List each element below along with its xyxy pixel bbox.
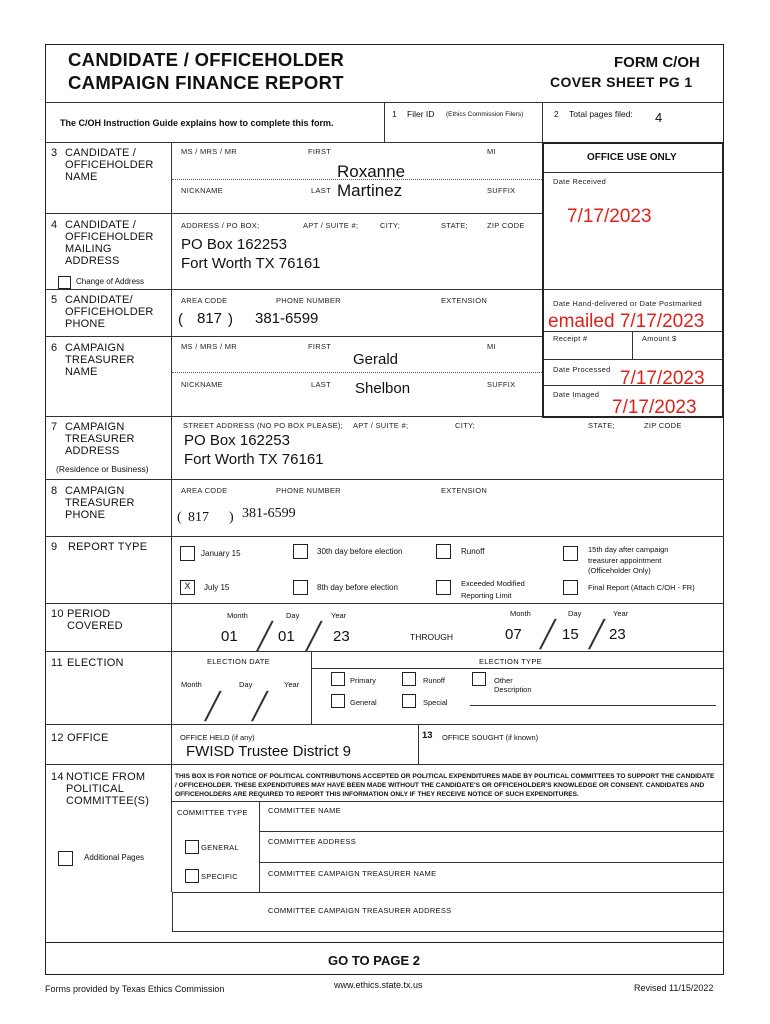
form-id: FORM C/OH (614, 54, 700, 71)
committee-type-label: COMMITTEE TYPE (177, 808, 248, 817)
section-8-label: CAMPAIGN TREASURER PHONE (65, 485, 135, 521)
committee-treasurer-address-label: COMMITTEE CAMPAIGN TREASURER ADDRESS (268, 906, 452, 915)
other-checkbox[interactable] (472, 672, 486, 686)
to-month[interactable]: 07 (505, 626, 522, 643)
nickname-label: NICKNAME (181, 186, 223, 195)
filer-id-sub: (Ethics Commission Filers) (446, 111, 524, 118)
section-14-label: NOTICE FROM POLITICAL COMMITTEE(S) (66, 771, 150, 807)
section-3-num: 3 (51, 147, 58, 159)
candidate-first-name[interactable]: Roxanne (337, 162, 406, 181)
treasurer-first-name[interactable]: Gerald (353, 351, 399, 368)
treasurer-phone[interactable]: 381-6599 (242, 506, 296, 521)
treasurer-last-label: LAST (311, 380, 331, 389)
candidate-address-line2[interactable]: Fort Worth TX 76161 (181, 255, 321, 272)
office-use-title: OFFICE USE ONLY (587, 152, 677, 163)
amount-label: Amount $ (642, 334, 677, 343)
final-report-label: Final Report (Attach C/OH - FR) (588, 583, 695, 592)
additional-pages-checkbox[interactable] (58, 851, 73, 866)
day15-label-line1: 15th day after campaign (588, 545, 669, 554)
candidate-area-code[interactable]: 817 (197, 310, 223, 327)
section-7-label: CAMPAIGN TREASURER ADDRESS (65, 421, 135, 457)
from-month[interactable]: 01 (221, 628, 238, 645)
jan15-checkbox[interactable] (180, 546, 195, 561)
other-label-line2: Description (494, 685, 532, 694)
candidate-paren-close: ) (228, 311, 233, 328)
section-7-sub: (Residence or Business) (56, 464, 149, 474)
suffix-label: SUFFIX (487, 186, 516, 195)
section-7-num: 7 (51, 421, 58, 433)
exceeded-label-line2: Reporting Limit (461, 591, 512, 600)
election-runoff-checkbox[interactable] (402, 672, 416, 686)
cover-sheet-label: COVER SHEET PG 1 (550, 74, 693, 90)
filer-id-num: 1 (392, 109, 397, 119)
final-report-checkbox[interactable] (563, 580, 578, 595)
section-9-num: 9 (51, 541, 58, 553)
last-label: LAST (311, 186, 331, 195)
day15-label-line3: (Officeholder Only) (588, 566, 651, 575)
general-checkbox[interactable] (331, 694, 345, 708)
section-6-label: CAMPAIGN TREASURER NAME (65, 342, 135, 378)
date-processed-value[interactable]: 7/17/2023 (620, 368, 705, 389)
total-pages-value[interactable]: 4 (655, 110, 663, 125)
election-type-label: ELECTION TYPE (479, 657, 542, 666)
committee-treasurer-name-label: COMMITTEE CAMPAIGN TREASURER NAME (268, 869, 437, 878)
election-year-label: Year (284, 680, 300, 689)
jul15-checkbox[interactable]: X (180, 580, 195, 595)
hand-delivered-label: Date Hand-delivered or Date Postmarked (553, 299, 702, 308)
special-label: Special (423, 698, 448, 707)
runoff-label: Runoff (461, 547, 485, 556)
jul15-label: July 15 (204, 583, 230, 592)
committee-general-checkbox[interactable] (185, 840, 199, 854)
city-label: CITY; (380, 221, 401, 230)
date-processed-label: Date Processed (553, 365, 611, 374)
section-14-num: 14 (51, 771, 64, 783)
treasurer-zip-label: ZIP CODE (644, 421, 682, 430)
section-5-num: 5 (51, 294, 58, 306)
treasurer-suffix-label: SUFFIX (487, 380, 516, 389)
special-checkbox[interactable] (402, 694, 416, 708)
form-title-line1: CANDIDATE / OFFICEHOLDER (68, 49, 345, 70)
total-pages-num: 2 (554, 109, 559, 119)
from-year[interactable]: 23 (333, 628, 350, 645)
treasurer-paren-close: ) (229, 510, 234, 525)
committee-specific-label: SPECIFIC (201, 872, 238, 881)
day8-checkbox[interactable] (293, 580, 308, 595)
hand-delivered-value[interactable]: emailed 7/17/2023 (548, 311, 705, 332)
candidate-last-name[interactable]: Martinez (337, 181, 403, 200)
day15-label-line2: treasurer appointment (588, 556, 662, 565)
section-3-label: CANDIDATE / OFFICEHOLDER NAME (65, 147, 154, 183)
from-day[interactable]: 01 (278, 628, 295, 645)
day8-label: 8th day before election (317, 583, 398, 592)
from-year-label: Year (331, 611, 347, 620)
to-day-label: Day (568, 609, 582, 618)
treasurer-area-code[interactable]: 817 (188, 510, 209, 525)
to-year-label: Year (613, 609, 629, 618)
committee-address-label: COMMITTEE ADDRESS (268, 837, 357, 846)
section-6-num: 6 (51, 342, 58, 354)
day30-label: 30th day before election (317, 547, 403, 556)
date-received-label: Date Received (553, 177, 607, 186)
state-label: STATE; (441, 221, 468, 230)
extension-label: EXTENSION (441, 296, 488, 305)
section-10-num: 10 (51, 608, 64, 620)
committee-name-label: COMMITTEE NAME (268, 806, 341, 815)
treasurer-extension-label: EXTENSION (441, 486, 488, 495)
go-to-page-2[interactable]: GO TO PAGE 2 (328, 953, 420, 968)
additional-pages-label: Additional Pages (84, 853, 145, 862)
section-5-label: CANDIDATE/ OFFICEHOLDER PHONE (65, 294, 154, 330)
treasurer-city-label: CITY; (455, 421, 476, 430)
treasurer-state-label: STATE; (588, 421, 615, 430)
apt-suite-label: APT / SUITE #; (303, 221, 359, 230)
election-day-label: Day (239, 680, 253, 689)
section-4-label: CANDIDATE / OFFICEHOLDER MAILING ADDRESS (65, 219, 154, 267)
treasurer-phone-label: PHONE NUMBER (276, 486, 341, 495)
address-po-label: ADDRESS / PO BOX; (181, 221, 260, 230)
election-month-label: Month (181, 680, 202, 689)
to-day[interactable]: 15 (562, 626, 579, 643)
exceeded-checkbox[interactable] (436, 580, 451, 595)
notice-text: THIS BOX IS FOR NOTICE OF POLITICAL CONTRIBUTIONS ACCEPTED OR POLITICAL EXPENDITURES MADE BY POLITICAL COMMITTEES TO SUPPORT THE CANDIDATE / OFFICEHOLDER. THESE EXPENDITURES MAY HAVE BEEN MADE WITHOUT THE CANDIDATE'S OR OFFICEHOLDER'S KNOWLEDGE OR CONSENT. CANDIDATES AND OFFICEHOLDERS ARE REQUIRED TO REPORT THIS INFORMATION ONLY IF THEY RECEIVE NOTICE OF SUCH EXPENDITURES. (175, 773, 715, 798)
candidate-paren-open: ( (178, 311, 183, 328)
treasurer-mi-label: MI (487, 342, 496, 351)
election-runoff-label: Runoff (423, 676, 445, 685)
through-label: THROUGH (410, 632, 453, 642)
from-month-label: Month (227, 611, 248, 620)
change-address-checkbox[interactable] (58, 276, 71, 289)
to-year[interactable]: 23 (609, 626, 626, 643)
office-held-value[interactable]: FWISD Trustee District 9 (186, 743, 352, 760)
office-held-label: OFFICE HELD (if any) (180, 733, 255, 742)
section-12-label: OFFICE (67, 732, 109, 744)
from-day-label: Day (286, 611, 300, 620)
date-imaged-label: Date Imaged (553, 390, 600, 399)
first-label: FIRST (308, 147, 332, 156)
date-received-value[interactable]: 7/17/2023 (567, 206, 652, 227)
section-4-num: 4 (51, 219, 58, 231)
mi-label: MI (487, 147, 496, 156)
exceeded-label-line1: Exceeded Modified (461, 579, 525, 588)
primary-checkbox[interactable] (331, 672, 345, 686)
revised-date: Revised 11/15/2022 (634, 983, 714, 993)
forms-provided: Forms provided by Texas Ethics Commission (45, 984, 225, 994)
treasurer-address-line2[interactable]: Fort Worth TX 76161 (184, 451, 324, 468)
total-pages-label: Total pages filed: (569, 109, 633, 119)
other-label-line1: Other (494, 676, 513, 685)
date-imaged-value[interactable]: 7/17/2023 (612, 397, 697, 418)
zip-label: ZIP CODE (487, 221, 525, 230)
instruction-text: The C/OH Instruction Guide explains how to complete this form. (60, 118, 334, 128)
treasurer-apt-label: APT / SUITE #; (353, 421, 409, 430)
area-code-label: AREA CODE (181, 296, 228, 305)
change-address-label: Change of Address (76, 277, 145, 286)
treasurer-ms-label: MS / MRS / MR (181, 342, 237, 351)
candidate-address-line1[interactable]: PO Box 162253 (181, 236, 287, 253)
form-title-line2: CAMPAIGN FINANCE REPORT (68, 72, 344, 93)
section-9-label: REPORT TYPE (68, 541, 148, 553)
election-date-label: ELECTION DATE (207, 657, 270, 666)
runoff-checkbox[interactable] (436, 544, 451, 559)
day15-checkbox[interactable] (563, 546, 578, 561)
section-11-label: ELECTION (67, 657, 124, 669)
committee-specific-checkbox[interactable] (185, 869, 199, 883)
candidate-phone[interactable]: 381-6599 (255, 310, 319, 327)
treasurer-last-name[interactable]: Shelbon (355, 380, 411, 397)
section-10-label: PERIOD COVERED (67, 608, 123, 632)
treasurer-nickname-label: NICKNAME (181, 380, 223, 389)
treasurer-paren-open: ( (177, 510, 182, 525)
ms-mrs-mr-label: MS / MRS / MR (181, 147, 237, 156)
section-8-num: 8 (51, 485, 58, 497)
section-11-num: 11 (51, 657, 63, 669)
primary-label: Primary (350, 676, 376, 685)
general-label: General (350, 698, 377, 707)
filer-id-label: Filer ID (407, 109, 435, 119)
section-13-num: 13 (422, 730, 433, 741)
receipt-label: Receipt # (553, 334, 588, 343)
street-address-label: STREET ADDRESS (NO PO BOX PLEASE); (183, 421, 344, 430)
committee-general-label: GENERAL (201, 843, 239, 852)
treasurer-first-label: FIRST (308, 342, 332, 351)
website-link[interactable]: www.ethics.state.tx.us (334, 980, 423, 990)
treasurer-address-line1[interactable]: PO Box 162253 (184, 432, 290, 449)
to-month-label: Month (510, 609, 531, 618)
phone-number-label: PHONE NUMBER (276, 296, 341, 305)
treasurer-area-code-label: AREA CODE (181, 486, 228, 495)
section-12-num: 12 (51, 732, 64, 744)
day30-checkbox[interactable] (293, 544, 308, 559)
jan15-label: January 15 (201, 549, 241, 558)
office-sought-label: OFFICE SOUGHT (if known) (442, 733, 539, 742)
